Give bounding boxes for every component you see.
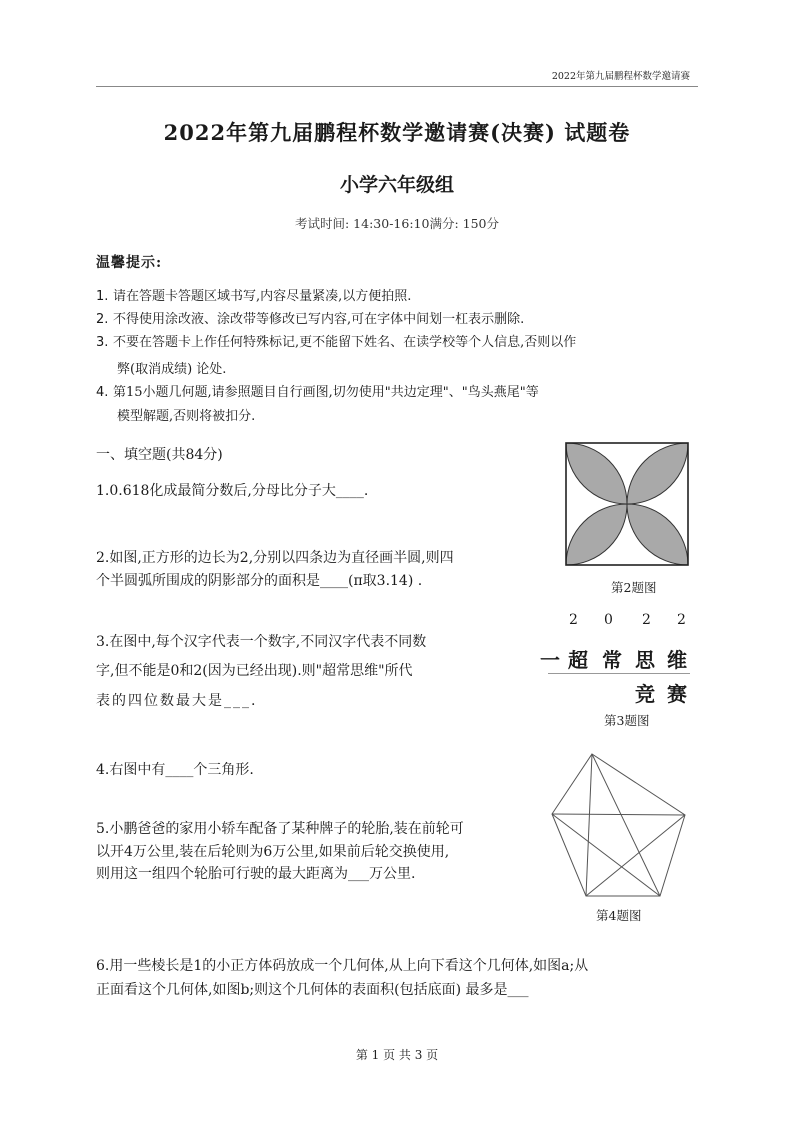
fig3-char: 赛	[667, 682, 687, 706]
question-3-line2: 字,但不能是0和2(因为已经出现).则"超常思维"所代	[96, 663, 413, 679]
question-2-line1: 2.如图,正方形的边长为2,分别以四条边为直径画半圆,则四	[96, 550, 454, 566]
fig3-char: 思	[635, 648, 655, 672]
running-header: 2022年第九届鹏程杯数学邀请赛	[551, 71, 690, 82]
fig3-digit: 2	[642, 612, 651, 628]
diagonal-line	[592, 754, 660, 896]
diagonal-line	[552, 814, 660, 896]
tip-number: 3.	[96, 335, 109, 350]
tip-number: 4.	[96, 385, 109, 400]
question-2-line2: 个半圆弧所围成的阴影部分的面积是____(π取3.14) .	[96, 573, 423, 589]
tip-text: 不得使用涂改液、涂改带等修改已写内容,可在字体中间划一杠表示删除.	[113, 312, 525, 327]
fig3-digit: 2	[677, 612, 686, 628]
diagonal-line	[586, 815, 685, 896]
diagonal-line	[552, 814, 685, 815]
tip-text: 第15小题几何题,请参照题目自行画图,切勿使用"共边定理"、"鸟头燕尾"等	[113, 385, 539, 400]
fig3-digit: 2	[569, 612, 578, 628]
question-5-line3: 则用这一组四个轮胎可行驶的最大距离为___万公里.	[96, 866, 416, 882]
question-5-line1: 5.小鹏爸爸的家用小轿车配备了某种牌子的轮胎,装在前轮可	[96, 821, 464, 837]
tip-text: 不要在答题卡上作任何特殊标记,更不能留下姓名、在读学校等个人信息,否则以作	[113, 335, 577, 350]
tip-continuation: 模型解题,否则将被扣分.	[117, 409, 256, 424]
tip-continuation: 弊(取消成绩) 论处.	[117, 362, 227, 377]
tip-number: 2.	[96, 312, 109, 327]
fig3-rule	[548, 673, 690, 674]
fig3-char: 超	[568, 648, 588, 672]
page-footer: 第 1 页 共 3 页	[355, 1048, 439, 1062]
question-6-line2: 正面看这个几何体,如图b;则这个几何体的表面积(包括底面) 最多是___	[96, 982, 529, 998]
pentagon-outline	[552, 754, 685, 896]
tip-item	[96, 381, 539, 404]
diagonal-line	[586, 754, 592, 896]
exam-info: 考试时间: 14:30-16:10满分: 150分	[295, 216, 499, 231]
fig3-char: 一	[540, 648, 560, 672]
figure-4-pentagon	[548, 748, 692, 904]
header-rule	[96, 86, 698, 87]
figure-3-label: 第3题图	[604, 713, 650, 728]
fig3-char: 竞	[635, 682, 655, 706]
question-3-line1: 3.在图中,每个汉字代表一个数字,不同汉字代表不同数	[96, 634, 427, 650]
shaded-petal	[566, 443, 627, 504]
tip-text: 请在答题卡答题区域书写,内容尽量紧凑,以方便拍照.	[113, 289, 412, 304]
shaded-petal	[627, 504, 688, 565]
question-1: 1.0.618化成最简分数后,分母比分子大____.	[96, 483, 369, 499]
fig3-char: 维	[667, 648, 687, 672]
tips-heading: 温馨提示:	[96, 255, 163, 271]
page-title: 2022年第九届鹏程杯数学邀请赛(决赛) 试题卷	[163, 120, 631, 145]
figure-2-label: 第2题图	[611, 580, 657, 595]
fig3-char: 常	[602, 648, 622, 672]
shaded-petals	[566, 443, 688, 565]
shaded-petal	[566, 504, 627, 565]
tip-number: 1.	[96, 289, 109, 304]
question-6-line1: 6.用一些棱长是1的小正方体码放成一个几何体,从上向下看这个几何体,如图a;从	[96, 958, 589, 974]
tip-item	[96, 285, 411, 308]
figure-4-label: 第4题图	[596, 908, 642, 923]
question-5-line2: 以开4万公里,装在后轮则为6万公里,如果前后轮交换使用,	[96, 844, 450, 860]
question-3-line3: 表的四位数最大是___.	[96, 693, 258, 709]
shaded-petal	[627, 443, 688, 504]
page-subtitle: 小学六年级组	[339, 174, 454, 196]
tip-item	[96, 331, 576, 354]
figure-2-petals	[560, 437, 694, 571]
fig3-digit: 0	[604, 612, 613, 628]
section-heading: 一、填空题(共84分)	[96, 447, 223, 463]
question-4: 4.右图中有____个三角形.	[96, 762, 254, 778]
tip-item	[96, 308, 524, 331]
